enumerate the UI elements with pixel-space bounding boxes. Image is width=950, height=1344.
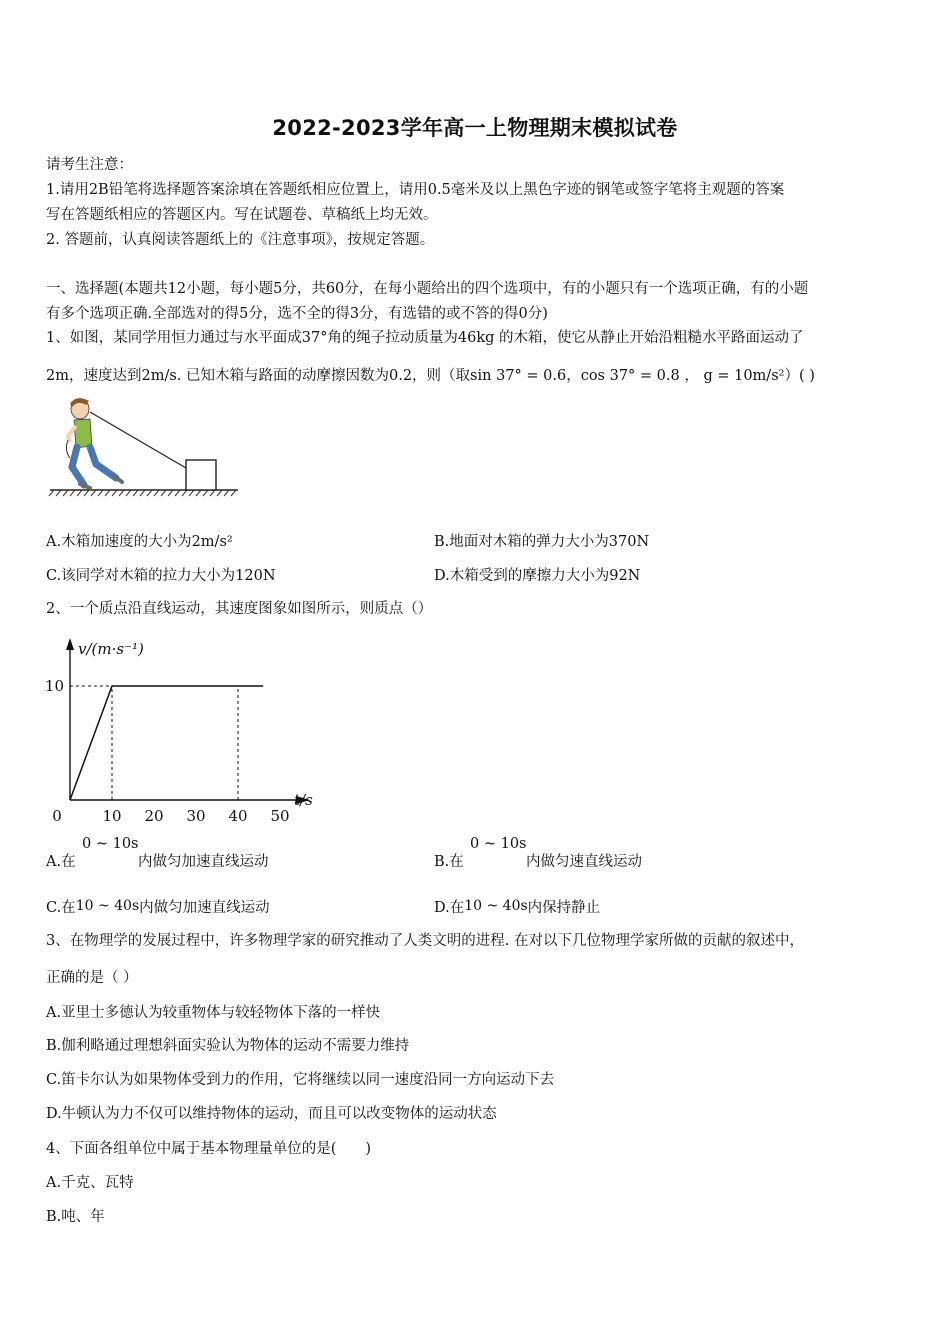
q3-option-d: D.牛顿认为力不仅可以维持物体的运动，而且可以改变物体的运动状态 bbox=[46, 1106, 497, 1122]
q4-option-a: A.千克、瓦特 bbox=[46, 1175, 134, 1191]
page-title: 2022-2023学年高一上物理期末模拟试卷 bbox=[272, 116, 678, 140]
q2-option-a-prefix: A.在 bbox=[46, 854, 76, 870]
notice-heading: 请考生注意： bbox=[46, 157, 133, 173]
q2-option-a-math: 0 ~ 10s bbox=[82, 836, 139, 852]
x-tick-label-0: 0 bbox=[52, 807, 62, 825]
q4-option-b: B.吨、年 bbox=[46, 1209, 105, 1225]
q1-stem-line-1: 1、如图，某同学用恒力通过与水平面成37°角的绳子拉动质量为46kg 的木箱，使它从静止开始沿粗糙水平路面运动了 bbox=[46, 330, 804, 346]
q2-option-c-text: 内做匀加速直线运动 bbox=[139, 900, 270, 916]
y-axis-label: v/(m·s⁻¹) bbox=[78, 640, 144, 658]
q2-option-c-prefix: C.在 bbox=[46, 900, 76, 916]
q2-option-b-prefix: B.在 bbox=[434, 854, 464, 870]
notice-line-1a: 1.请用2B铅笔将选择题答案涂填在答题纸相应位置上，请用0.5毫米及以上黑色字迹的钢笔或签字笔将主观题的答案 bbox=[46, 182, 785, 198]
q1-option-a: A.木箱加速度的大小为2m/s² bbox=[46, 534, 233, 550]
q3-option-a: A.亚里士多德认为较重物体与较轻物体下落的一样快 bbox=[46, 1005, 381, 1021]
q3-option-b: B.伽利略通过理想斜面实验认为物体的运动不需要力维持 bbox=[46, 1038, 410, 1054]
notice-line-1b: 写在答题纸相应的答题区内。写在试题卷、草稿纸上均无效。 bbox=[46, 207, 438, 223]
x-tick-label-20: 20 bbox=[144, 807, 164, 825]
q2-velocity-time-chart bbox=[40, 628, 330, 825]
q1-option-b: B.地面对木箱的弹力大小为370N bbox=[434, 534, 650, 550]
y-axis-arrow bbox=[66, 638, 74, 650]
q2-option-a-text: 内做匀加速直线运动 bbox=[138, 854, 269, 870]
q2-option-c-math: 10 ~ 40s bbox=[75, 898, 140, 914]
y-tick-label-10: 10 bbox=[44, 677, 64, 695]
notice-line-2: 2. 答题前，认真阅读答题纸上的《注意事项》，按规定答题。 bbox=[46, 232, 435, 248]
q1-option-c: C.该同学对木箱的拉力大小为120N bbox=[46, 568, 276, 584]
q1-figure-person-pulling-box bbox=[46, 392, 241, 498]
x-tick-label-10: 10 bbox=[102, 807, 122, 825]
x-axis-label: t/s bbox=[294, 791, 313, 809]
q3-option-c: C.笛卡尔认为如果物体受到力的作用，它将继续以同一速度沿同一方向运动下去 bbox=[46, 1072, 555, 1088]
q2-option-b-text: 内做匀速直线运动 bbox=[526, 854, 642, 870]
q2-stem: 2、一个质点沿直线运动，其速度图象如图所示，则质点（） bbox=[46, 601, 433, 617]
q2-option-d-text: 内保持静止 bbox=[527, 900, 601, 916]
section-intro-line-1: 一、选择题(本题共12小题，每小题5分，共60分，在每小题给出的四个选项中，有的小题只有一个选项正确，有的小题 bbox=[46, 281, 809, 297]
q3-stem-line-2: 正确的是（ ） bbox=[46, 970, 138, 986]
q4-stem: 4、下面各组单位中属于基本物理量单位的是( ) bbox=[46, 1141, 372, 1157]
q1-option-d: D.木箱受到的摩擦力大小为92N bbox=[434, 568, 641, 584]
q2-option-b-math: 0 ~ 10s bbox=[470, 836, 527, 852]
q3-stem-line-1: 3、在物理学的发展过程中，许多物理学家的研究推动了人类文明的进程. 在对以下几位物理学家所做的贡献的叙述中， bbox=[46, 933, 804, 949]
q2-option-d bbox=[434, 896, 600, 917]
q1-stem-line-2: 2m，速度达到2m/s. 已知木箱与路面的动摩擦因数为0.2，则（取sin 37° = 0.6，cos 37° = 0.8 ， g = 10m/s²）( ) bbox=[46, 368, 815, 384]
x-tick-label-40: 40 bbox=[228, 807, 248, 825]
x-tick-label-50: 50 bbox=[270, 807, 290, 825]
velocity-series-line bbox=[70, 686, 263, 800]
q2-option-c bbox=[46, 896, 270, 917]
q2-option-d-prefix: D.在 bbox=[434, 900, 465, 916]
x-tick-label-30: 30 bbox=[186, 807, 206, 825]
q2-option-d-math: 10 ~ 40s bbox=[464, 898, 528, 914]
section-intro-line-2: 有多个选项正确.全部选对的得5分，选不全的得3分，有选错的或不答的得0分) bbox=[46, 306, 548, 322]
